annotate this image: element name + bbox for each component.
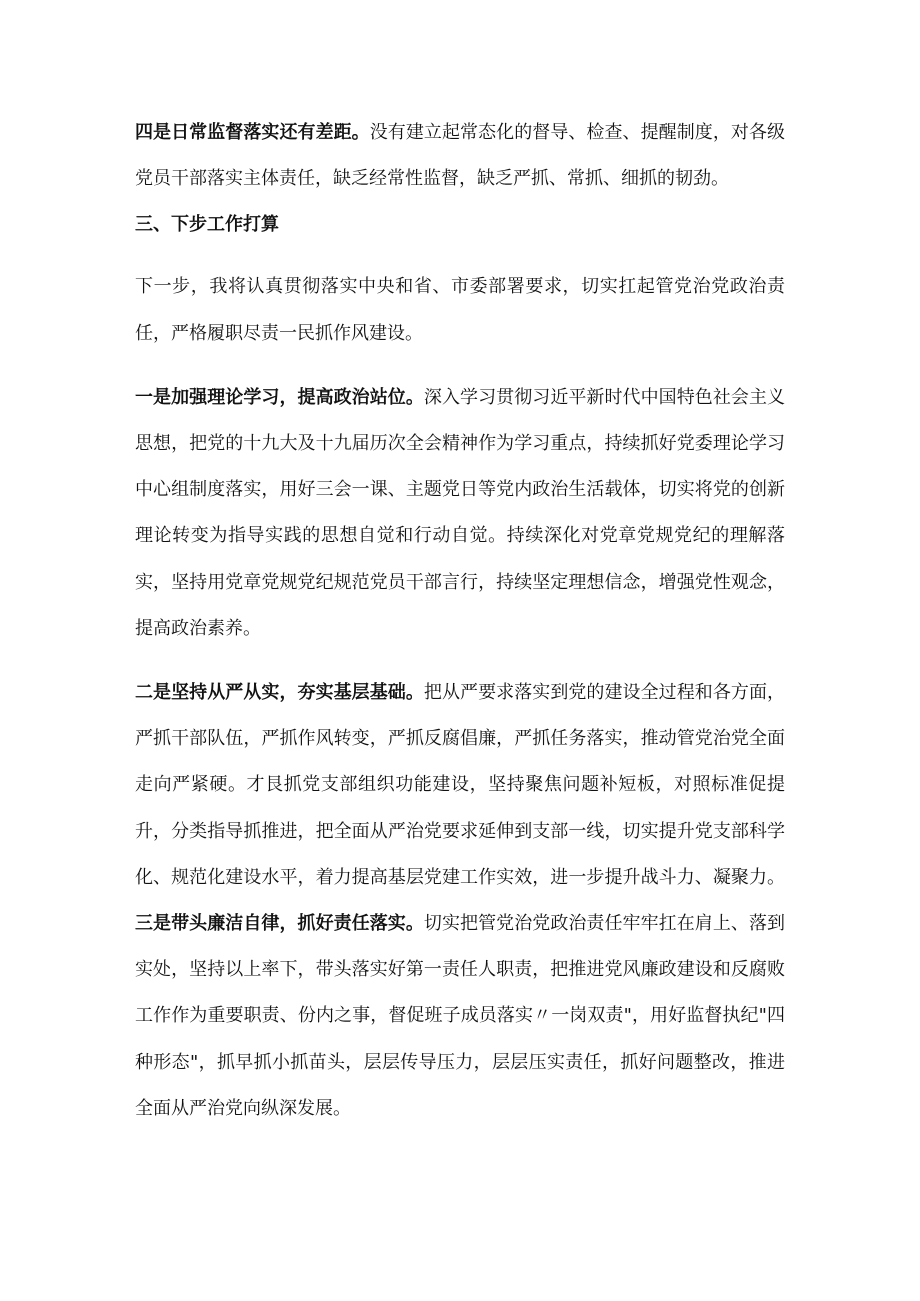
paragraph-lead: 四是日常监督落实还有差距。 (135, 122, 370, 143)
paragraph-body: 把从严要求落实到党的建设全过程和各方面，严抓干部队伍，严抓作风转变，严抓反腐倡廉，严抓任务落实，推动管党治党全面走向严紧硬。才艮抓党支部组织功能建设，坚持聚焦问题补短板，对照标准促提升，分类指导抓推进，把全面从严治党要求延伸到支部一线，切实提升党支部科学化、规范化建设水平，着力提高基层党建工作实效，进一步提升战斗力、凝聚力。 (135, 682, 786, 888)
section-heading-three: 三、下步工作打算 (135, 214, 279, 236)
paragraph-theory-study (135, 375, 785, 652)
paragraph-body: 深入学习贯彻习近平新时代中国特色社会主义思想，把党的十九大及十九届历次全会精神作为学习重点，持续抓好党委理论学习中心组制度落实，用好三会一课、主题党日等党内政治生活载体，切实将党的创新理论转变为指导实践的思想自觉和行动自觉。持续深化对党章党规党纪的理解落实，坚持用党章党规党纪规范党员干部言行，持续坚定理想信念，增强党性观念，提高政治素养。 (135, 386, 786, 639)
paragraph-body: 下一步，我将认真贯彻落实中央和省、市委部署要求，切实扛起管党治党政治责任，严格履职尽责一民抓作风建设。 (135, 276, 785, 344)
paragraph-grassroots (135, 670, 785, 1132)
paragraph-point-four (135, 110, 785, 202)
paragraph-lead: 一是加强理论学习，提高政治站位。 (135, 386, 424, 408)
paragraph-next-step (135, 264, 785, 356)
document-page (135, 110, 785, 1132)
paragraph-lead-inline: 三是带头廉洁自律，抓好责任落实。 (135, 913, 424, 935)
paragraph-body-inline: 切实把管党治党政治责任牢牢扛在肩上、落到实处，坚持以上率下，带头落实好第一责任人职责，把推进党风廉政建设和反腐败工作作为重要职责、份内之事，督促班子成员落实〃一岗双责"，用好监督执纪"四种形态"，抓早抓小抓苗头，层层传导压力，层层压实责任，抓好问题整改，推进全面从严治党向纵深发展。 (135, 913, 786, 1119)
paragraph-body: 没有建立起常态化的督导、检查、提醒制度，对各级党员干部落实主体责任，缺乏经常性监督，缺乏严抓、常抓、细抓的韧劲。 (135, 122, 786, 190)
paragraph-lead: 二是坚持从严从实，夯实基层基础。 (135, 682, 424, 704)
